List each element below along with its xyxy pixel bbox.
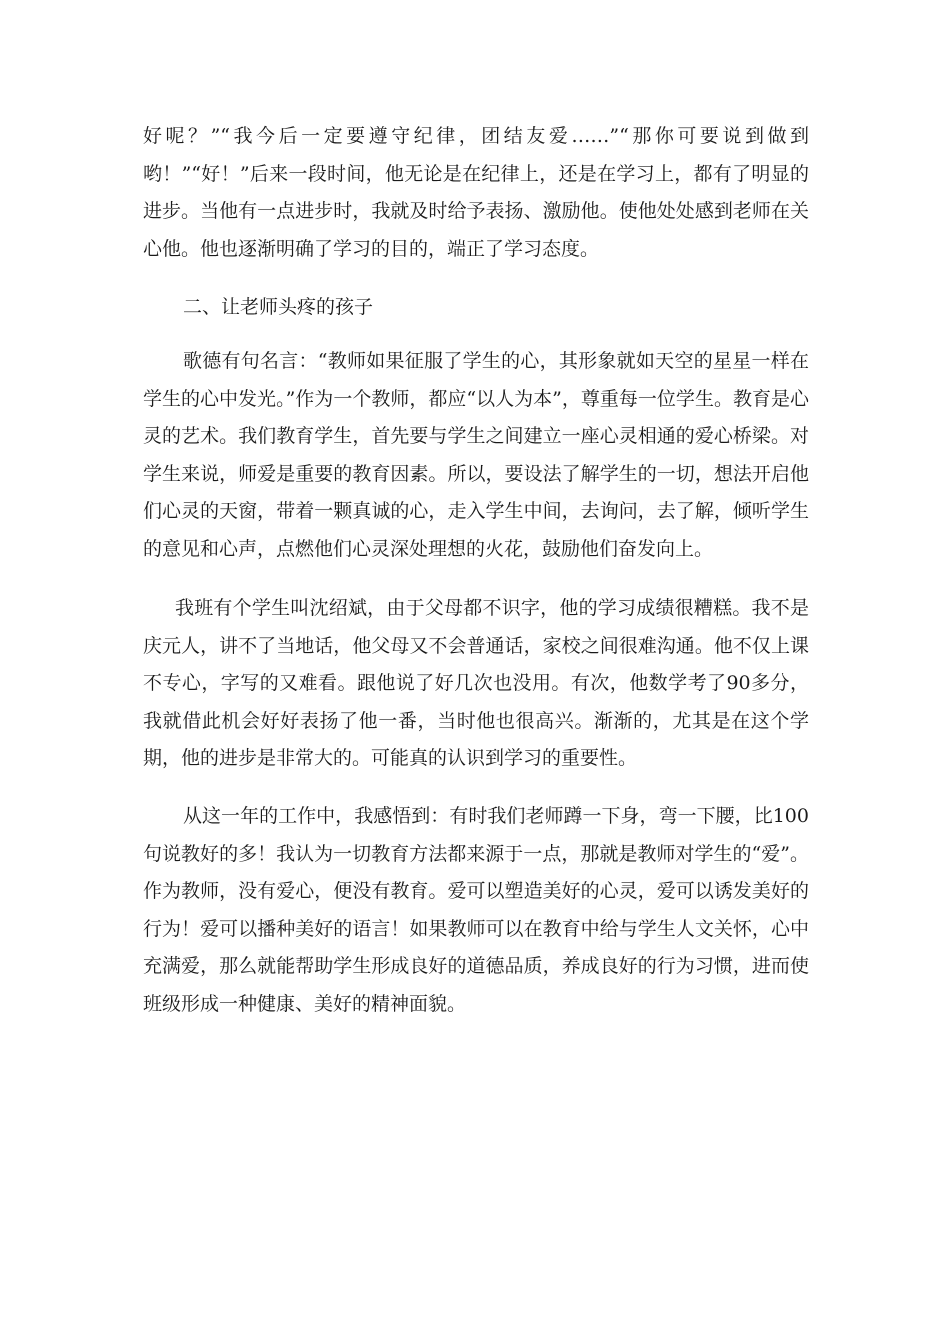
section-heading: 二、让老师头疼的孩子 xyxy=(183,296,374,318)
paragraph-continuation: 好呢？”“我今后一定要遵守纪律，团结友爱……”“那你可要说到做到哟！”“好！”后来一段时间，他无论是在纪律上，还是在学习上，都有了明显的进步。当他有一点进步时，我就及时给予表扬、激励他。使他处处感到老师在关心他。他也逐渐明确了学习的目的，端正了学习态度。 xyxy=(143,125,809,260)
paragraph-conclusion: 从这一年的工作中，我感悟到：有时我们老师蹲一下身，弯一下腰，比100句说教好的多！我认为一切教育方法都来源于一点，那就是教师对学生的“爱”。作为教师，没有爱心，便没有教育。爱可以塑造美好的心灵，爱可以诱发美好的行为！爱可以播种美好的语言！如果教师可以在教育中给与学生人文关怀，心中充满爱，那么就能帮助学生形成良好的道德品质，养成良好的行为习惯，进而使班级形成一种健康、美好的精神面貌。 xyxy=(143,805,809,1015)
paragraph-goethe-quote: 歌德有句名言：“教师如果征服了学生的心，其形象就如天空的星星一样在学生的心中发光。”作为一个教师，都应“以人为本”，尊重每一位学生。教育是心灵的艺术。我们教育学生，首先要与学生之间建立一座心灵相通的爱心桥梁。对学生来说，师爱是重要的教育因素。所以，要设法了解学生的一切，想法开启他们心灵的天窗，带着一颗真诚的心，走入学生中间，去询问，去了解，倾听学生的意见和心声，点燃他们心灵深处理想的火花，鼓励他们奋发向上。 xyxy=(143,350,809,560)
paragraph-student-story: 我班有个学生叫沈绍斌，由于父母都不识字，他的学习成绩很糟糕。我不是庆元人，讲不了当地话，他父母又不会普通话，家校之间很难沟通。他不仅上课不专心，字写的又难看。跟他说了好几次也没用。有次，他数学考了90多分，我就借此机会好好表扬了他一番，当时他也很高兴。渐渐的，尤其是在这个学期，他的进步是非常大的。可能真的认识到学习的重要性。 xyxy=(143,597,809,770)
